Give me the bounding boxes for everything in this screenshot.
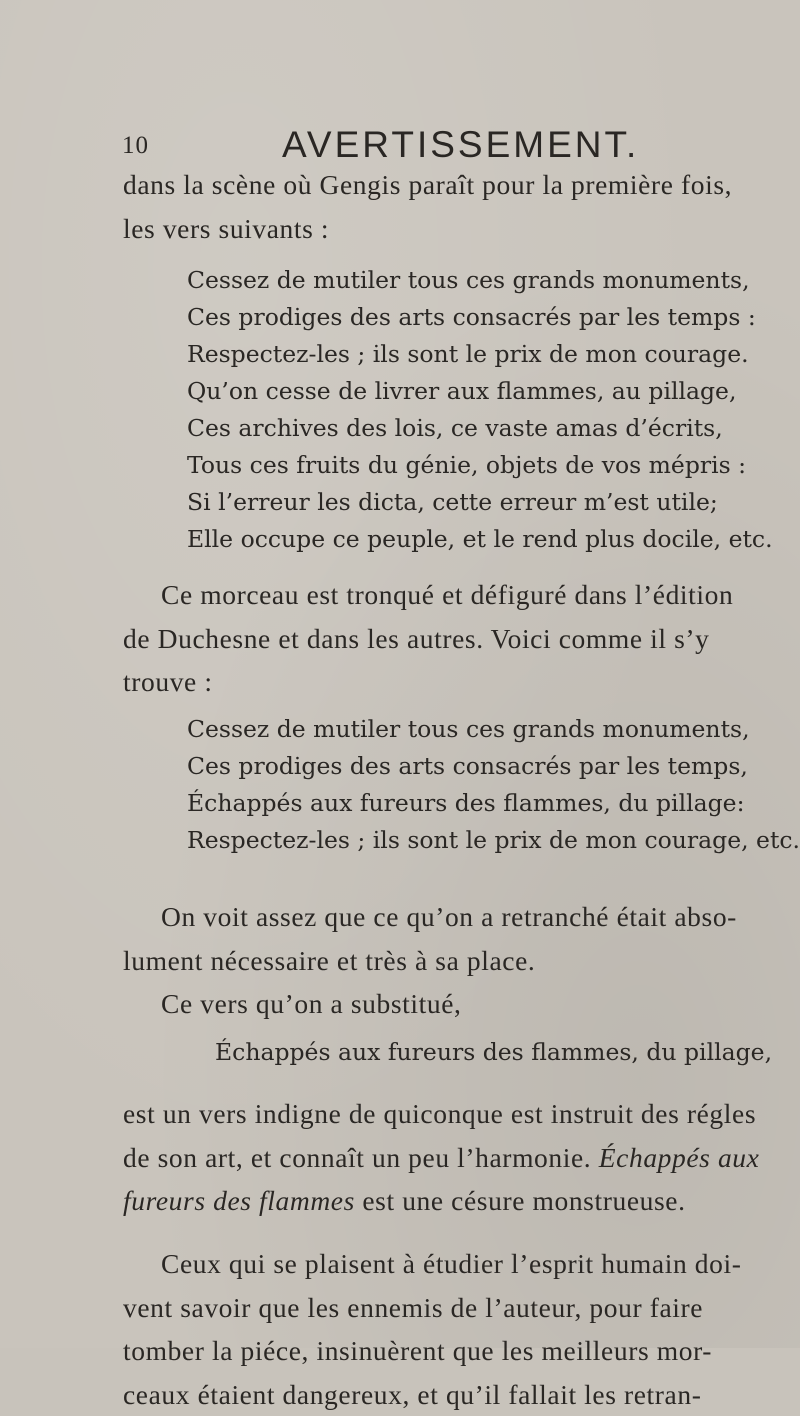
verse-line: Cessez de mutiler tous ces grands monuments, [187,711,800,748]
verse-line: Échappés aux fureurs des flammes, du pillage, [215,1034,772,1071]
text-segment: est une césure monstrueuse. [355,1185,686,1216]
verse-line: Ces prodiges des arts consacrés par les temps, [187,748,800,785]
text-line: On voit assez que ce qu’on a retranché était abso- [123,895,737,939]
text-line: de Duchesne et dans les autres. Voici comme il s’y [123,617,733,661]
commentary-paragraph-2 [123,895,737,1026]
verse-line: Ces archives des lois, ce vaste amas d’écrits, [187,410,773,447]
commentary-paragraph-4 [123,1242,741,1416]
text-line: ceaux étaient dangereux, et qu’il fallait les retran- [123,1373,741,1416]
commentary-paragraph-1 [123,573,733,704]
text-line: est un vers indigne de quiconque est instruit des régles [123,1092,759,1136]
verse-line: Tous ces fruits du génie, objets de vos mépris : [187,447,773,484]
verse-block-original [187,262,773,558]
text-line: vent savoir que les ennemis de l’auteur, pour faire [123,1286,741,1330]
verse-line: Elle occupe ce peuple, et le rend plus docile, etc. [187,521,773,558]
text-line: tomber la piéce, insinuèrent que les meilleurs mor- [123,1329,741,1373]
text-line: Ceux qui se plaisent à étudier l’esprit humain doi- [123,1242,741,1286]
text-line: Ce vers qu’on a substitué, [123,982,737,1026]
text-line: lument nécessaire et très à sa place. [123,939,737,983]
text-line: Ce morceau est tronqué et défiguré dans l’édition [123,573,733,617]
text-line: dans la scène où Gengis paraît pour la première fois, [123,163,732,207]
italic-quote: Échappés aux [599,1142,760,1173]
verse-line: Respectez-les ; ils sont le prix de mon courage. [187,336,773,373]
page-number: 10 [122,132,149,160]
text-segment: de son art, et connaît un peu l’harmonie. [123,1142,599,1173]
verse-substituted [215,1034,772,1071]
verse-line: Échappés aux fureurs des flammes, du pillage: [187,785,800,822]
text-line [123,1179,759,1223]
text-line: les vers suivants : [123,207,732,251]
verse-line: Respectez-les ; ils sont le prix de mon courage, etc. [187,822,800,859]
verse-block-duchesne [187,711,800,859]
verse-line: Qu’on cesse de livrer aux flammes, au pillage, [187,373,773,410]
verse-line: Cessez de mutiler tous ces grands monuments, [187,262,773,299]
commentary-paragraph-3 [123,1092,759,1223]
italic-quote: fureurs des flammes [123,1185,355,1216]
page-header [0,104,800,164]
running-title: AVERTISSEMENT. [282,124,639,166]
text-line [123,1136,759,1180]
verse-line: Si l’erreur les dicta, cette erreur m’est utile; [187,484,773,521]
intro-paragraph [123,163,732,250]
text-line: trouve : [123,660,733,704]
verse-line: Ces prodiges des arts consacrés par les temps : [187,299,773,336]
